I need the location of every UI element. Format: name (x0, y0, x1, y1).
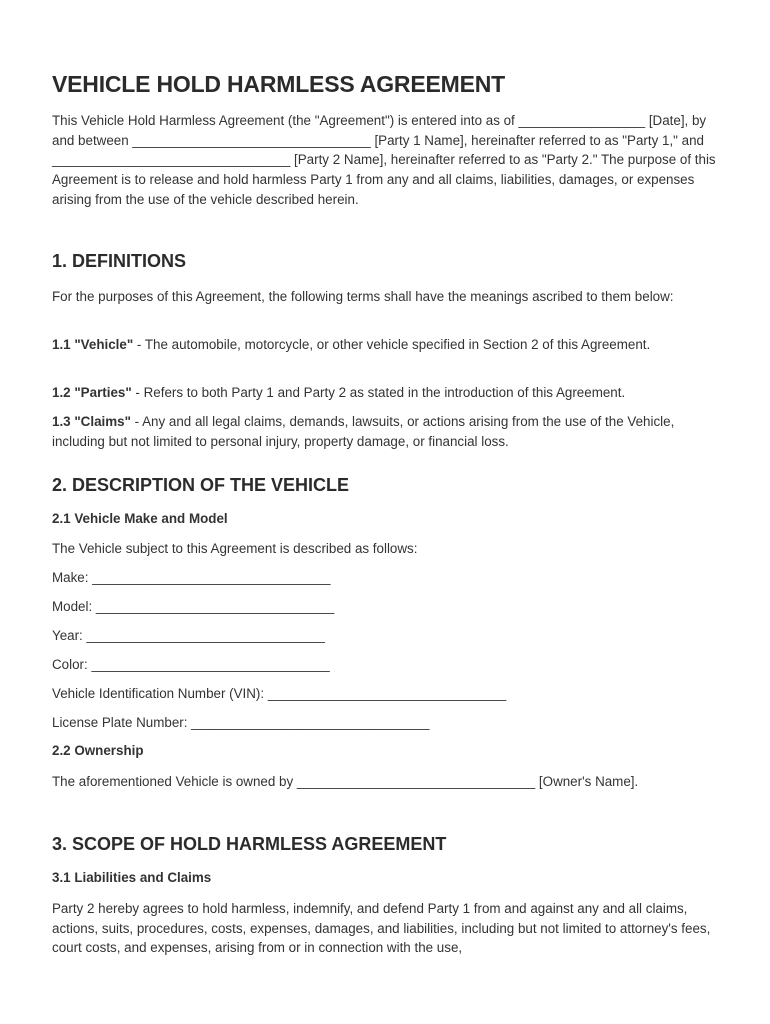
field-vin: Vehicle Identification Number (VIN): ________________________________ (52, 686, 507, 701)
definition-text: - The automobile, motorcycle, or other vehicle specified in Section 2 of this Agreement. (133, 337, 651, 352)
definition-parties (52, 383, 718, 403)
section-2-heading: 2. DESCRIPTION OF THE VEHICLE (52, 475, 350, 495)
field-color: Color: ________________________________ (52, 657, 330, 672)
definition-text: - Any and all legal claims, demands, lawsuits, or actions arising from the use of the Vehicle, including but not limited to personal injury, property damage, or financial loss. (52, 414, 675, 449)
field-year: Year: ________________________________ (52, 628, 325, 643)
definition-term: 1.1 "Vehicle" (52, 337, 134, 352)
definition-claims (52, 412, 718, 451)
ownership-paragraph: The aforementioned Vehicle is owned by ________________________________ [Owner's Name]. (52, 774, 639, 789)
intro-paragraph: This Vehicle Hold Harmless Agreement (the "Agreement") is entered into as of _________________ [Date], by and between ________________________________ [Party 1 Name], hereinafter referred to as "Party 1," and ________________________________ [Party 2 Name], hereinafter referred to as "Party 2." The purpose of this Agreement is to release and hold harmless Party 1 from any and all claims, liabilities, damages, or expenses arising from the use of the vehicle described herein. (52, 113, 716, 207)
definition-vehicle (52, 335, 718, 355)
definitions-intro: For the purposes of this Agreement, the following terms shall have the meanings ascribed to them below: (52, 289, 674, 304)
subsection-3-1-heading: 3.1 Liabilities and Claims (52, 870, 212, 885)
field-license-plate: License Plate Number: ________________________________ (52, 715, 430, 730)
definition-text: - Refers to both Party 1 and Party 2 as stated in the introduction of this Agreement. (131, 385, 626, 400)
subsection-2-1-heading: 2.1 Vehicle Make and Model (52, 511, 228, 526)
liabilities-paragraph: Party 2 hereby agrees to hold harmless, indemnify, and defend Party 1 from and against any and all claims, actions, suits, procedures, costs, expenses, damages, and liabilities, including but not limited to attorney's fees, court costs, and expenses, arising from or in connection with the use, (52, 901, 711, 956)
definition-term: 1.2 "Parties" (52, 385, 132, 400)
document-title: VEHICLE HOLD HARMLESS AGREEMENT (52, 71, 505, 97)
field-make: Make: ________________________________ (52, 570, 331, 585)
section-3-heading: 3. SCOPE OF HOLD HARMLESS AGREEMENT (52, 834, 447, 854)
vehicle-description-intro: The Vehicle subject to this Agreement is described as follows: (52, 541, 418, 556)
subsection-2-2-heading: 2.2 Ownership (52, 743, 144, 758)
section-1-heading: 1. DEFINITIONS (52, 251, 187, 271)
field-model: Model: ________________________________ (52, 599, 335, 614)
definition-term: 1.3 "Claims" (52, 414, 131, 429)
